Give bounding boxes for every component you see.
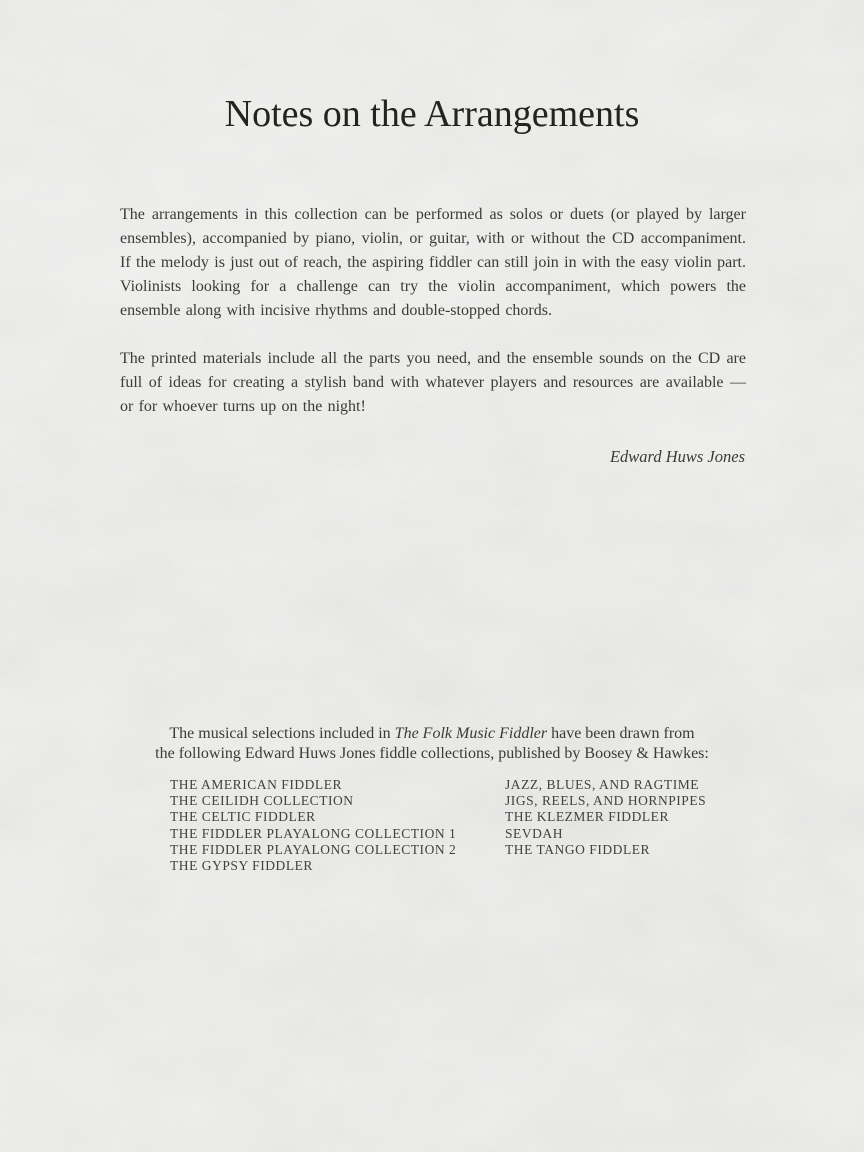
intro-paragraphs: [120, 203, 746, 443]
list-item: THE FIDDLER PLAYALONG COLLECTION 2: [170, 841, 457, 857]
list-item: THE KLEZMER FIDDLER: [505, 809, 669, 825]
author-signature: Edward Huws Jones: [609, 447, 745, 466]
collections-list-left: [170, 777, 456, 874]
collections-list-right: [505, 777, 706, 858]
intro-line1-post: have been drawn from: [547, 725, 695, 742]
collections-intro-line2: the following Edward Huws Jones fiddle collections, published by Boosey & Hawkes:: [155, 744, 709, 762]
intro-line1-pre: The musical selections included in: [169, 725, 395, 742]
collections-intro: [0, 724, 864, 763]
list-item: SEVDAH: [505, 825, 563, 841]
list-item: THE AMERICAN FIDDLER: [170, 777, 343, 792]
collections-intro-line1: [0, 724, 864, 744]
list-item: THE TANGO FIDDLER: [505, 841, 651, 857]
list-item: JIGS, REELS, AND HORNPIPES: [505, 793, 707, 809]
list-item: THE CEILIDH COLLECTION: [170, 793, 354, 809]
list-item: THE CELTIC FIDDLER: [170, 809, 316, 825]
list-item: JAZZ, BLUES, AND RAGTIME: [505, 777, 700, 792]
intro-line1-book-title: The Folk Music Fiddler: [394, 725, 548, 742]
paragraph-arrangements: The arrangements in this collection can be performed as solos or duets (or played by larger ensembles), accompanied by piano, violin, or guitar, with or without the CD accompaniment. If the melody is just out of reach, the aspiring fiddler can still join in with the easy violin part. Violinists looking for a challenge can try the violin accompaniment, which powers the ensemble along with incisive rhythms and double-stopped chords.: [120, 206, 746, 319]
list-item: THE FIDDLER PLAYALONG COLLECTION 1: [170, 825, 457, 841]
paragraph-printed-materials: The printed materials include all the parts you need, and the ensemble sounds on the CD are full of ideas for creating a stylish band with whatever players and resources are available — or for whoever turns up on the night!: [120, 350, 746, 415]
page-title: Notes on the Arrangements: [224, 93, 640, 135]
list-item: THE GYPSY FIDDLER: [170, 858, 313, 874]
